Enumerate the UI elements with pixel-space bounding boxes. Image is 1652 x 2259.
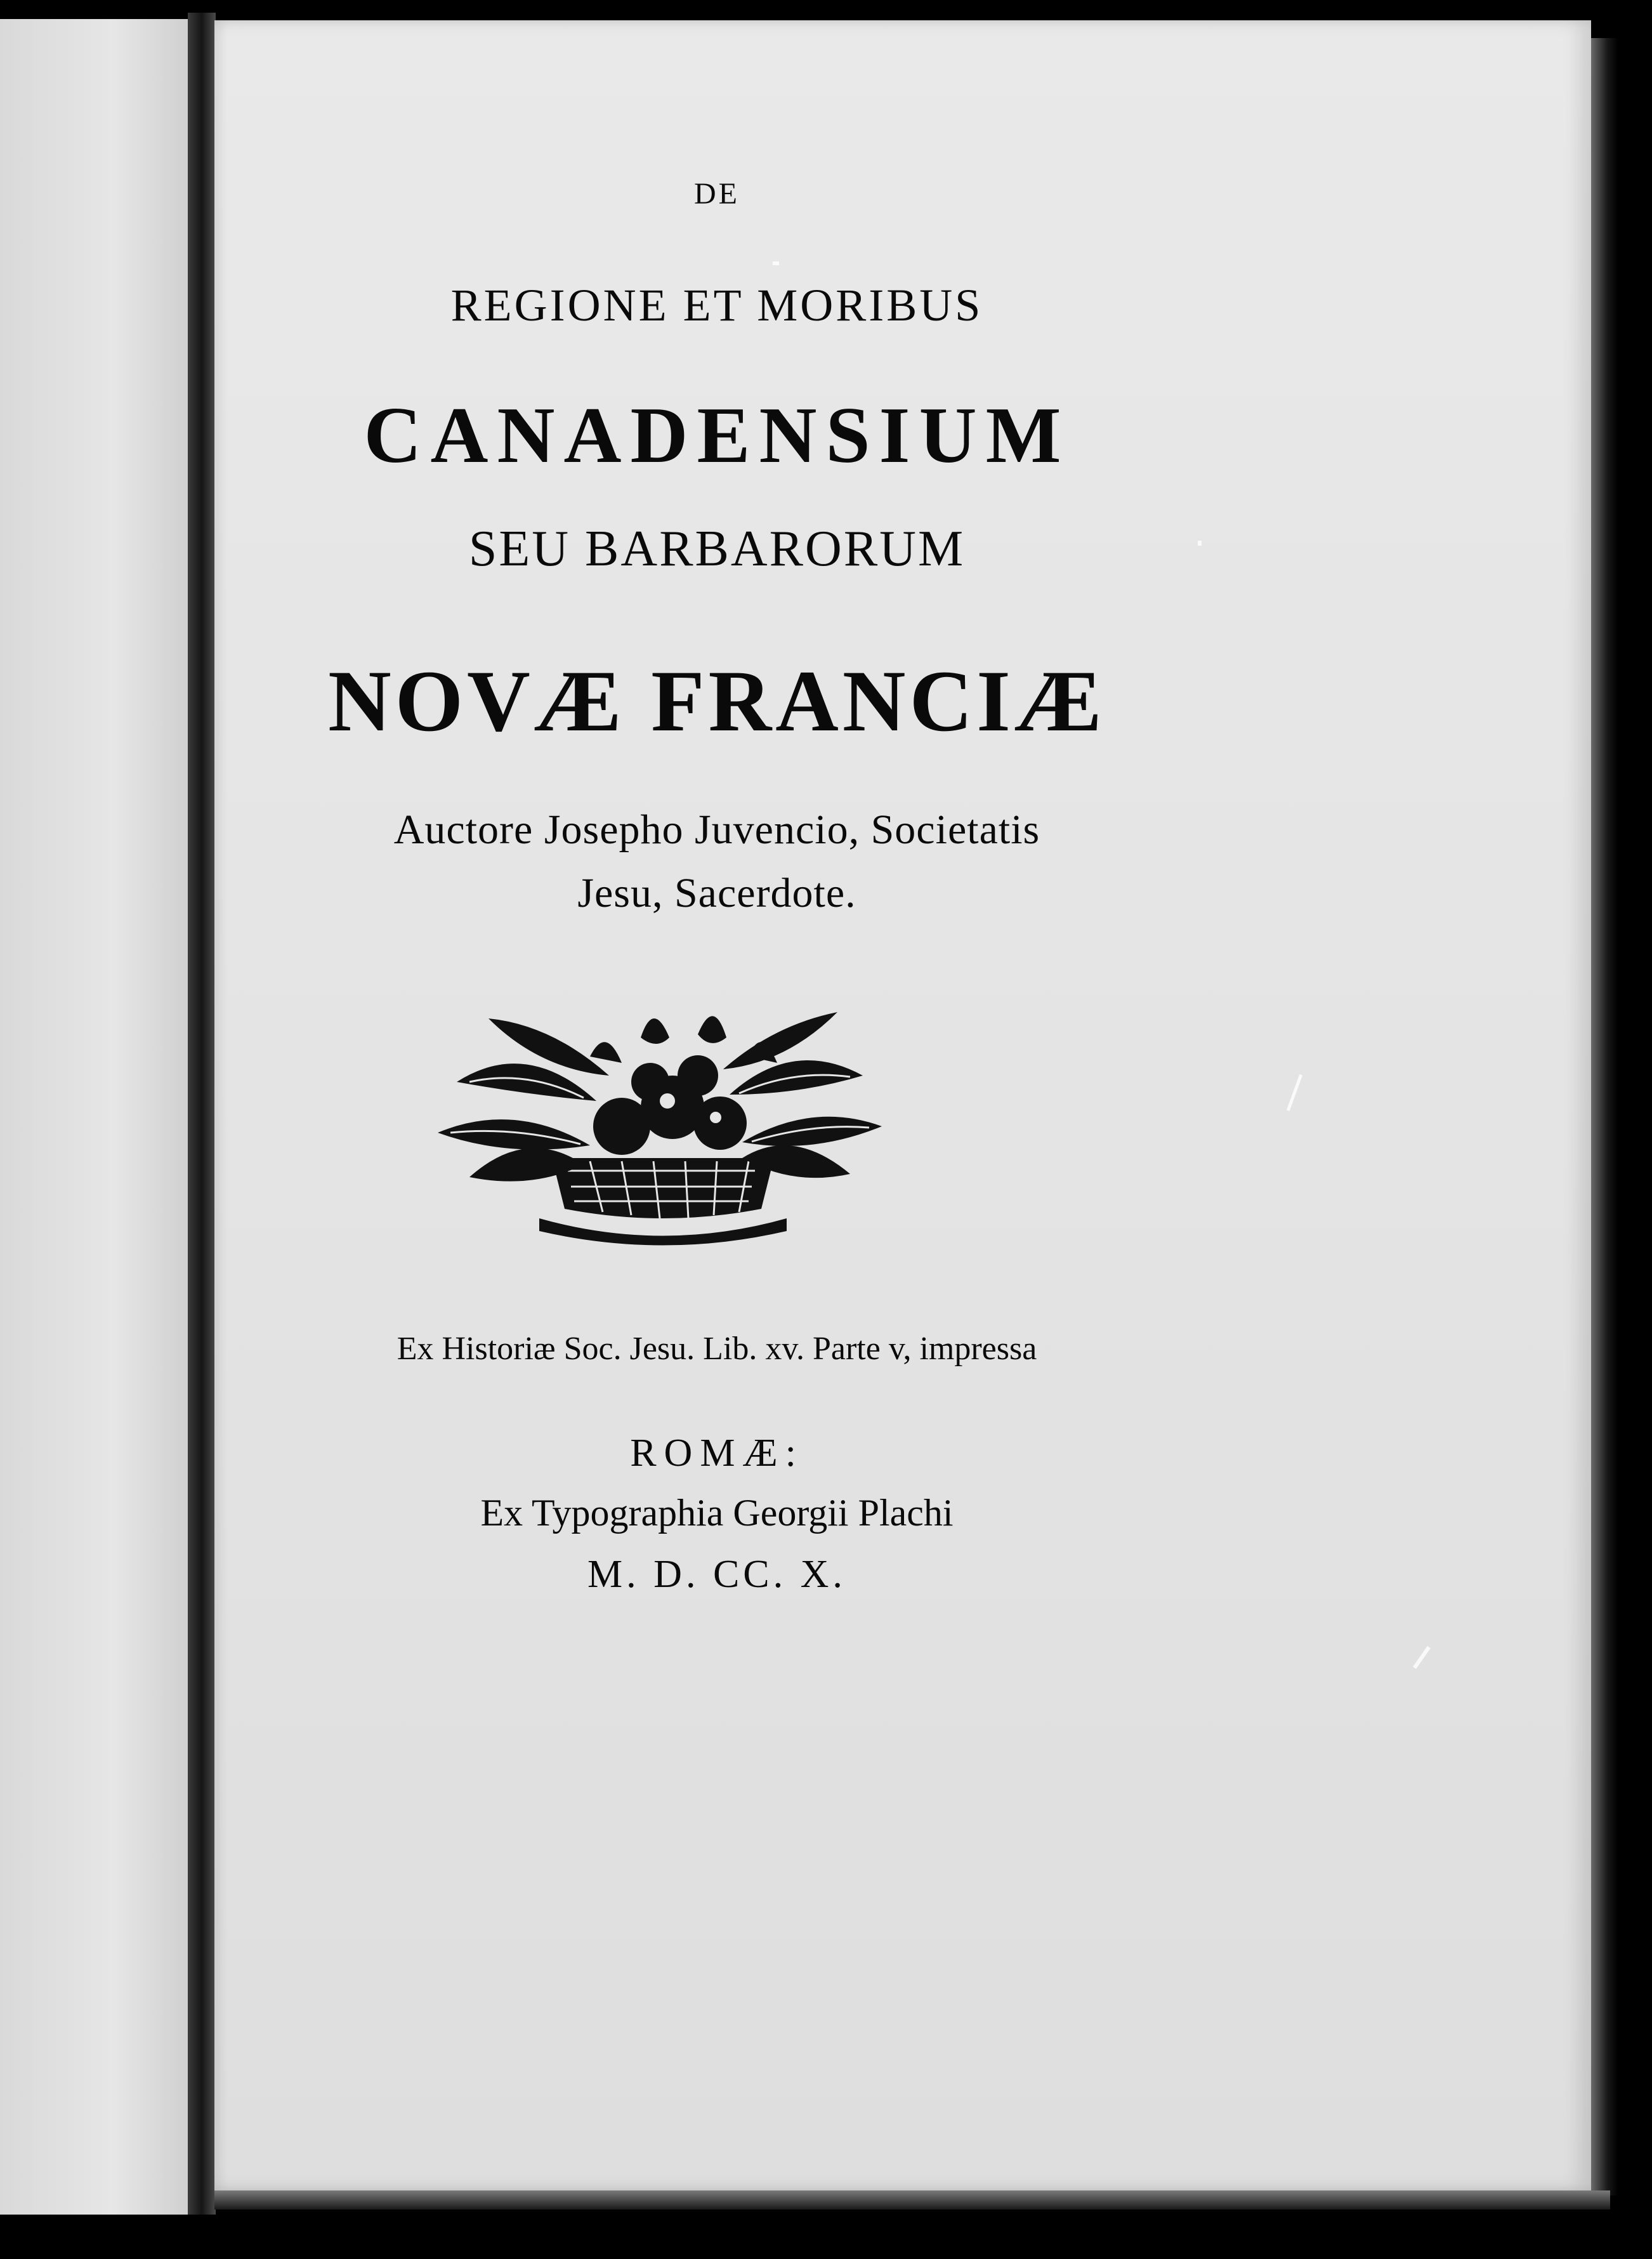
title-line-de: DE (694, 177, 740, 211)
author-line-1: Auctore Josepho Juvencio, Societatis (393, 807, 1040, 853)
title-line-novae-franciae: NOVÆ FRANCIÆ (328, 652, 1106, 749)
source-note: Ex Historiæ Soc. Jesu. Lib. xv. Parte v, impressa (397, 1331, 1037, 1367)
imprint-place: ROMÆ: (630, 1432, 804, 1475)
paper-speck (1413, 1646, 1431, 1669)
facing-page-edge (0, 19, 190, 2215)
title-line-canadensium: CANADENSIUM (364, 392, 1070, 480)
paper-speck (1287, 1074, 1302, 1111)
title-line-seu-barbarorum: SEU BARBARORUM (468, 521, 966, 577)
title-line-regione: REGIONE ET MORIBUS (450, 280, 983, 331)
paper-speck (773, 261, 779, 265)
page-bottom-edge (214, 2190, 1610, 2210)
book-gutter (188, 13, 216, 2215)
fruit-basket-woodcut-icon (431, 999, 888, 1253)
page-right-edge (1591, 38, 1618, 2196)
imprint-printer: Ex Typographia Georgii Plachi (480, 1492, 954, 1534)
author-line-2: Jesu, Sacerdote. (577, 870, 856, 916)
imprint-date: M. D. CC. X. (587, 1553, 846, 1596)
title-page (214, 20, 1591, 2190)
paper-speck (1198, 541, 1202, 546)
